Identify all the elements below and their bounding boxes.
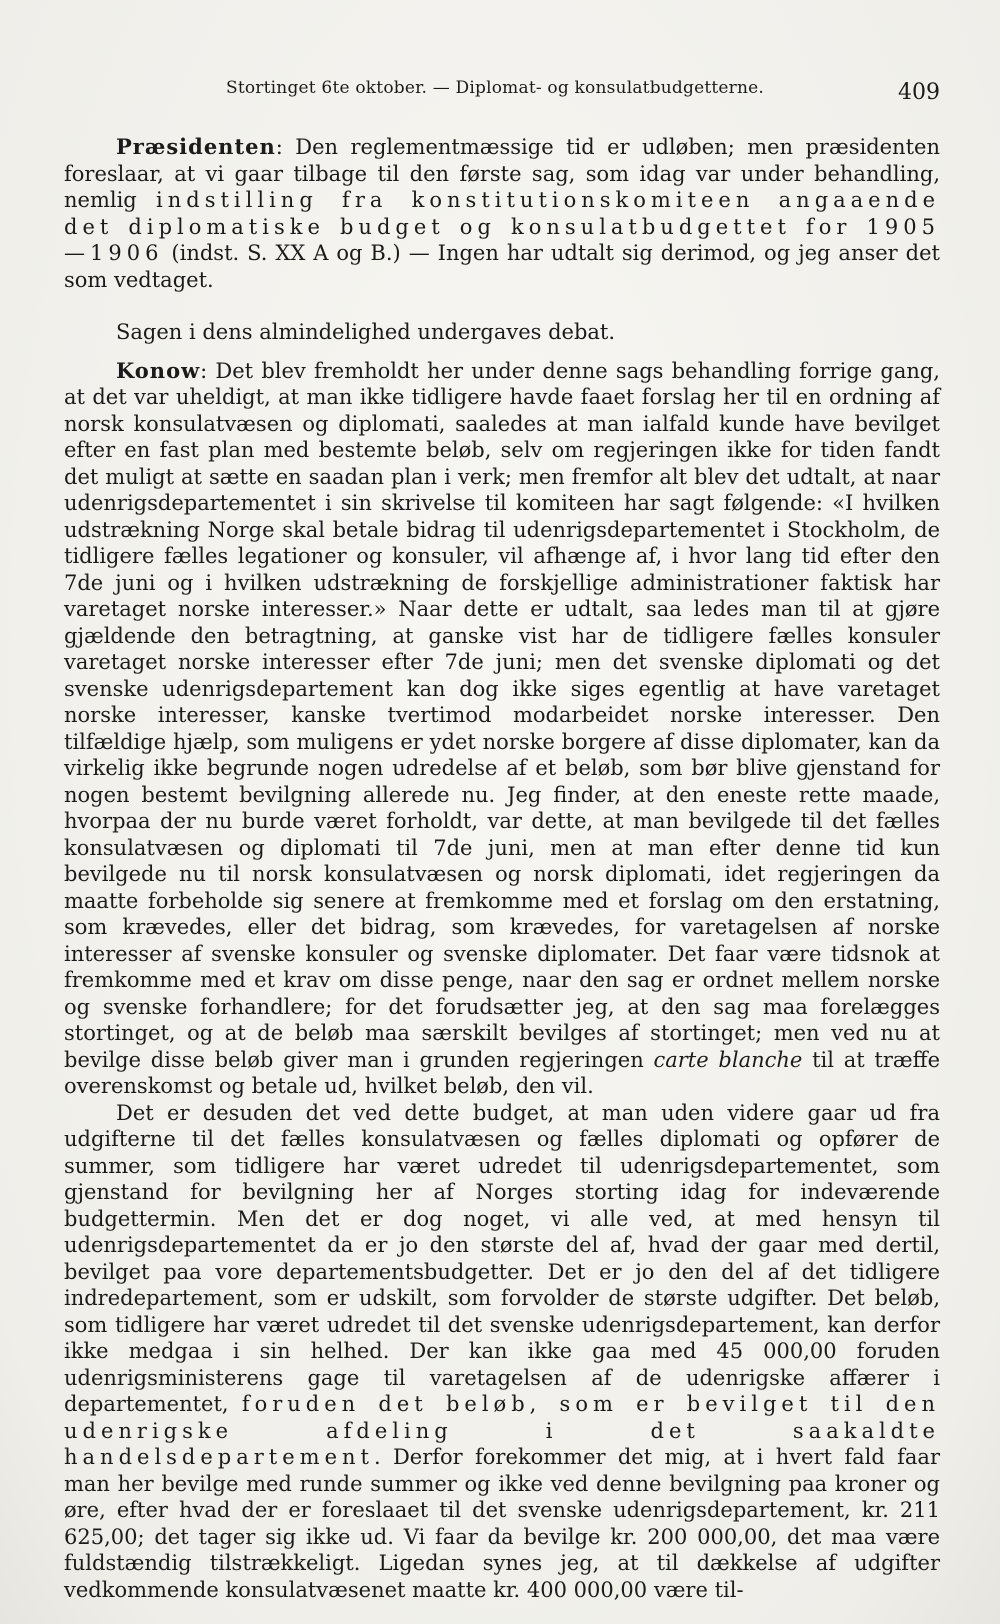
paragraph-text: Sagen i dens almindelighed undergaves debat. bbox=[116, 320, 616, 344]
running-head: Stortinget 6te oktober. — Diplomat- og konsulatbudgetterne. bbox=[226, 78, 765, 98]
paragraph-continuation bbox=[64, 1100, 940, 1604]
paragraph-konow bbox=[64, 358, 940, 1100]
page-number: 409 bbox=[898, 80, 940, 105]
speaker-name: Præsidenten bbox=[116, 134, 276, 159]
paragraph-text: Det er desuden det ved dette budget, at man uden videre gaar ud fra udgifterne til det fælles konsulatvæsen og fælles diplomati og opfører de summer, som tidligere har været udredet til udenrigsdepartementet, som gjenstand for bevilgning her af Norges storting idag for indeværende budgettermin. Men det er dog noget, vi alle ved, at med hensyn til udenrigsdepartementet da er jo den største del af, hvad der gaar med dertil, bevilget paa vore departementsbudgetter. Det er jo den del af det tidligere indredepartement, som er udskilt, som forvolder de største udgifter. Det beløb, som tidligere har været udredet til det svenske udenrigsdepartement, kan derfor ikke medgaa i sin helhed. Der kan ikke gaa med 45 000,00 foruden udenrigsministerens gage til varetagelsen af de udenrigske affærer i departementet, bbox=[64, 1100, 940, 1416]
spaced-emphasis: indstilling fra konstitutionskomiteen angaaende det diplomatiske budget og konsulatbudgettet for 1905—1906 bbox=[64, 188, 940, 265]
speaker-name: Konow bbox=[116, 357, 201, 383]
paragraph-debate-note bbox=[64, 319, 940, 346]
italic-phrase: carte blanche bbox=[653, 1047, 803, 1072]
paragraph-praesidenten bbox=[64, 134, 940, 293]
speaker-colon: : bbox=[275, 135, 296, 159]
page-header bbox=[0, 78, 1000, 108]
speaker-colon: : bbox=[200, 358, 216, 383]
paragraph-text: . Derfor forekommer det mig, at i hvert fald faar man her bevilge med runde summer og ikke ved denne bevilgning paa kroner og øre, efter hvad der er foreslaaet til det svenske udenrigsdepartement, kr. 211 625,00; det tager sig ikke ud. Vi faar da bevilge kr. 200 000,00, det maa være fuldstændig tilstrækkeligt. Ligedan synes jeg, at til dækkelse af udgifter vedkommende konsulatvæsenet maatte kr. 400 000,00 være til- bbox=[64, 1445, 940, 1602]
paragraph-text: (indst. S. XX A og B.) — Ingen har udtalt sig derimod, og jeg anser det som vedtaget. bbox=[64, 241, 940, 292]
body-text bbox=[64, 134, 940, 1603]
spaced-emphasis: foruden det beløb, som er bevilget til den udenrigske afdeling i det saakaldte handelsdepartement bbox=[64, 1392, 940, 1469]
paragraph-text: Den reglementmæssige tid er udløben; men præsidenten foreslaar, at vi gaar tilbage til den første sag, som idag var under behandling, nemlig bbox=[64, 135, 940, 212]
paragraph-text: til at træffe overenskomst og betale ud, hvilket beløb, den vil. bbox=[64, 1047, 940, 1098]
paragraph-text: Det blev fremholdt her under denne sags behandling forrige gang, at det var uheldigt, at man ikke tidligere havde faaet forslag her til en ordning af norsk konsulatvæsen og diplomati, saaledes at man ialfald kunde have bevilget efter en fast plan med bestemte beløb, selv om regjeringen ikke for tiden fandt det muligt at sætte en saadan plan i verk; men fremfor alt blev det udtalt, at naar udenrigsdepartementet i sin skrivelse til komiteen har sagt følgende: «I hvilken udstrækning Norge skal betale bidrag til udenrigsdepartementet i Stockholm, de tidligere fælles legationer og konsuler, vil afhænge af, i hvor lang tid efter den 7de juni og i hvilken udstrækning de forskjellige administrationer faktisk har varetaget norske interesser.» Naar dette er udtalt, saa ledes man til at gjøre gjældende den betragtning, at ganske vist har de tidligere fælles konsuler varetaget norske interesser efter 7de juni; men det svenske diplomati og det svenske udenrigsdepartement kan dog ikke siges egentlig at have varetaget norske interesser, kanske tvertimod modarbeidet norske interesser. Den tilfældige hjælp, som muligens er ydet norske borgere af disse diplomater, kan da virkelig ikke begrunde nogen udredelse af et beløb, som bør blive gjenstand for nogen bestemt bevilgning allerede nu. Jeg finder, at den eneste rette maade, hvorpaa der nu burde været forholdt, var dette, at man bevilgede til det fælles konsulatvæsen og diplomati til 7de juni, men at man efter denne tid kun bevilgede nu til norsk konsulatvæsen og norsk diplomati, idet regjeringen da maatte forbeholde sig senere at fremkomme med et forslag om den erstatning, som krævedes, eller det bidrag, som krævedes, for varetagelsen af norske interesser af svenske konsuler og svenske diplomater. Det faar være tidsnok at fremkomme med et krav om disse penge, naar den sag er ordnet mellem norske og svenske forhandlere; for det forudsætter jeg, at den sag maa forelægges stortinget, og at de beløb maa særskilt bevilges af stortinget; men ved nu at bevilge disse beløb giver man i grunden regjeringen bbox=[64, 358, 940, 1072]
